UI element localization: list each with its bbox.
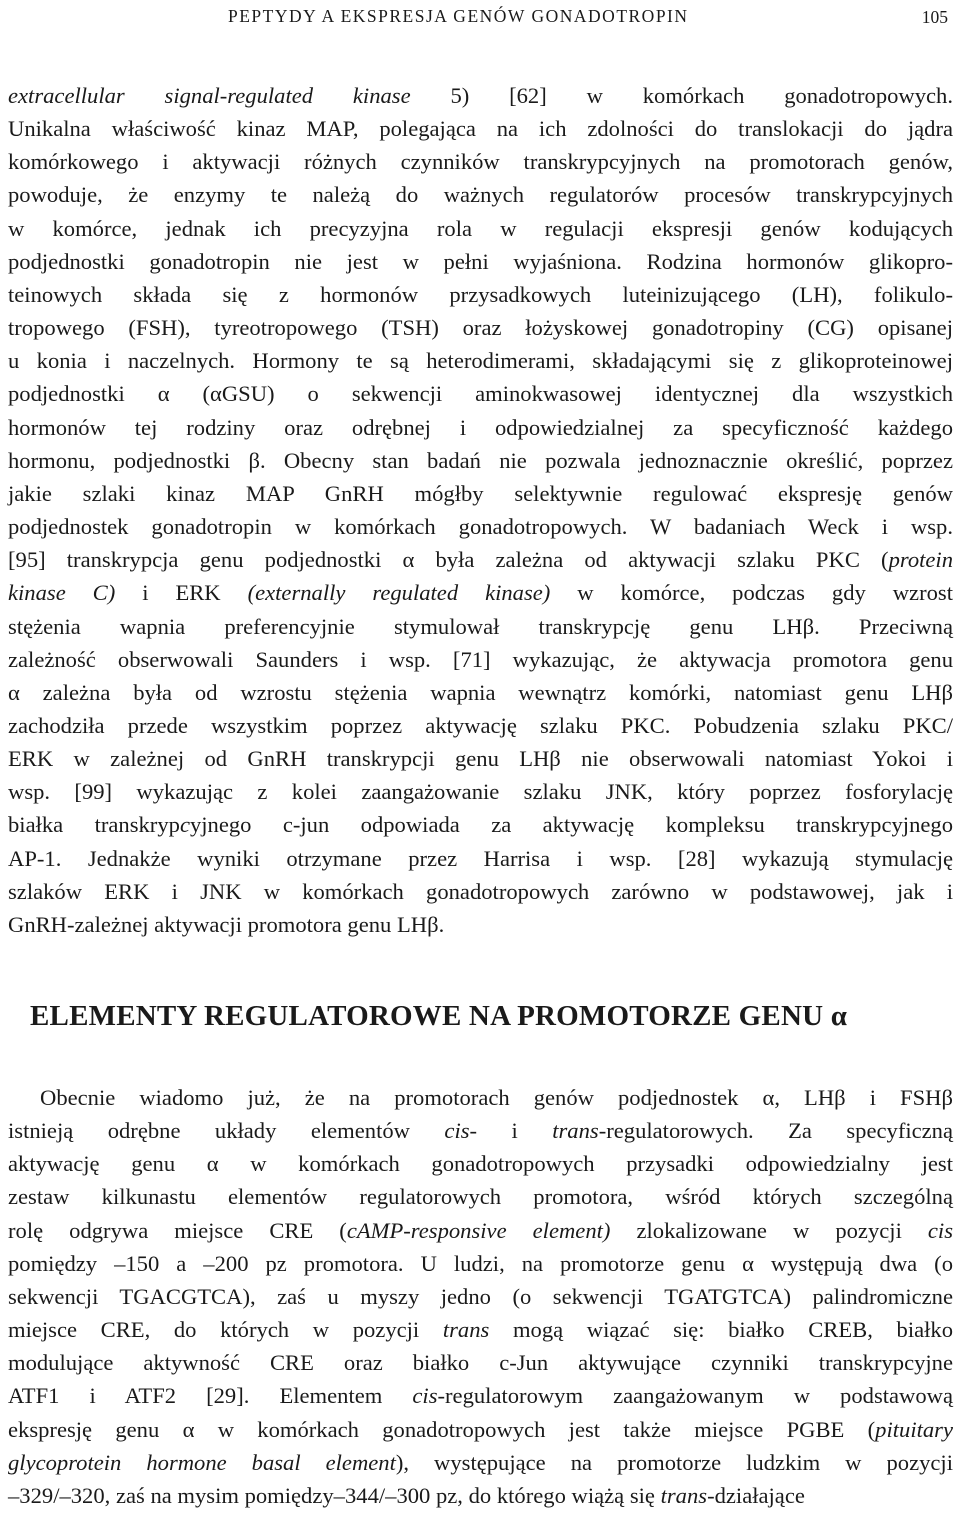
text-line: miejsce CRE, do których w pozycji trans mogą wiązać się: białko CREB, białko: [8, 1317, 954, 1343]
text-line: aktywację genu α w komórkach gonadotropowych przysadki odpowiedzialny jest: [8, 1151, 953, 1177]
text-line: zachodziła przede wszystkim poprzez aktywację szlaku PKC. Pobudzenia szlaku PKC/: [8, 712, 953, 738]
text-line: modulujące aktywność CRE oraz białko c-Jun aktywujące czynniki transkrypcyjne: [8, 1350, 953, 1376]
text-line: zależność obserwowali Saunders i wsp. [71] wykazując, że aktywacja promotora genu: [8, 646, 953, 672]
paragraph-1: [8, 79, 953, 941]
text-line: rolę odgrywa miejsce CRE (cAMP-responsive element) zlokalizowane w pozycji cis: [8, 1217, 953, 1243]
text-line: sekwencji TGACGTCA), zaś u myszy jedno (o sekwencji TGATGTCA) palindromiczne: [8, 1283, 953, 1309]
text-line: α zależna była od wzrostu stężenia wapnia wewnątrz komórki, natomiast genu LHβ: [8, 679, 953, 705]
text-line: powoduje, że enzymy te należą do ważnych regulatorów procesów transkrypcyjnych: [8, 182, 953, 208]
running-title: PEPTYDY A EKSPRESJA GENÓW GONADOTROPIN: [228, 6, 689, 26]
text-line: białka transkrypcyjnego c-jun odpowiada za aktywację kompleksu transkrypcyjnego: [8, 812, 954, 838]
text-line: ekspresję genu α w komórkach gonadotropowych jest także miejsce PGBE (pituitary: [8, 1416, 953, 1442]
text-line: pomiędzy –150 a –200 pz promotora. U ludzi, na promotorze genu α występują dwa (o: [8, 1250, 953, 1276]
text-line: zestaw kilkunastu elementów regulatorowych promotora, wśród których szczególną: [8, 1184, 953, 1210]
text-line: wsp. [99] wykazując z kolei zaangażowanie szlaku JNK, który poprzez fosforylację: [8, 779, 953, 805]
text-line: Obecnie wiadomo już, że na promotorach genów podjednostek α, LHβ i FSHβ: [40, 1085, 953, 1110]
page-header: [0, 0, 960, 40]
text-line: GnRH-zależnej aktywacji promotora genu LHβ.: [8, 911, 445, 937]
text-line: hormonów tej rodziny oraz odrębnej i odpowiedzialnej za specyficzność każdego: [8, 414, 953, 440]
text-line: AP-1. Jednakże wyniki otrzymane przez Harrisa i wsp. [28] wykazują stymulację: [8, 845, 953, 871]
text-line: extracellular signal-regulated kinase 5) [62] w komórkach gonadotropowych.: [8, 83, 953, 108]
text-line: istnieją odrębne układy elementów cis- i trans-regulatorowych. Za specyficzną: [8, 1118, 954, 1144]
text-line: kinase C) i ERK (externally regulated kinase) w komórce, podczas gdy wzrost: [8, 580, 953, 606]
page-number: 105: [921, 7, 948, 27]
text-line: stężenia wapnia preferencyjnie stymulował transkrypcję genu LHβ. Przeciwną: [8, 613, 953, 639]
text-line: glycoprotein hormone basal element), występujące na promotorze ludzkim w pozycji: [8, 1449, 953, 1475]
paragraph-2: [8, 1081, 953, 1512]
text-line: podjednostek gonadotropin w komórkach gonadotropowych. W badaniach Weck i wsp.: [8, 514, 953, 540]
text-line: jakie szlaki kinaz MAP GnRH mógłby selektywnie regulować ekspresję genów: [8, 480, 953, 506]
text-line: ATF1 i ATF2 [29]. Elementem cis-regulatorowym zaangażowanym w podstawową: [8, 1383, 953, 1409]
text-line: szlaków ERK i JNK w komórkach gonadotropowych zarówno w podstawowej, jak i: [8, 878, 953, 904]
text-line: u konia i naczelnych. Hormony te są heterodimerami, składającymi się z glikoproteinowej: [8, 348, 953, 374]
text-line: ERK w zależnej od GnRH transkrypcji genu LHβ nie obserwowali natomiast Yokoi i: [8, 746, 953, 772]
text-line: w komórce, jednak ich precyzyjna rola w regulacji ekspresji genów kodujących: [8, 215, 953, 241]
text-line: teinowych składa się z hormonów przysadkowych luteinizującego (LH), folikulo-: [8, 281, 953, 307]
section-heading: ELEMENTY REGULATOROWE NA PROMOTORZE GENU α: [30, 1000, 848, 1032]
text-line: –329/–320, zaś na mysim pomiędzy–344/–300 pz, do którego wiążą się trans-działające: [8, 1482, 805, 1508]
text-line: tropowego (FSH), tyreotropowego (TSH) oraz łożyskowej gonadotropiny (CG) opisanej: [8, 315, 953, 341]
text-line: podjednostki gonadotropin nie jest w pełni wyjaśniona. Rodzina hormonów glikopro-: [8, 248, 953, 274]
text-line: podjednostki α (αGSU) o sekwencji aminokwasowej identycznej dla wszystkich: [8, 381, 953, 407]
text-line: [95] transkrypcja genu podjednostki α była zależna od aktywacji szlaku PKC (protein: [8, 547, 953, 573]
text-line: hormonu, podjednostki β. Obecny stan badań nie pozwala jednoznacznie określić, poprzez: [8, 447, 953, 473]
text-line: komórkowego i aktywacji różnych czynników transkrypcyjnych na promotorach genów,: [8, 149, 953, 175]
text-line: Unikalna właściwość kinaz MAP, polegająca na ich zdolności do translokacji do jądra: [8, 116, 953, 142]
